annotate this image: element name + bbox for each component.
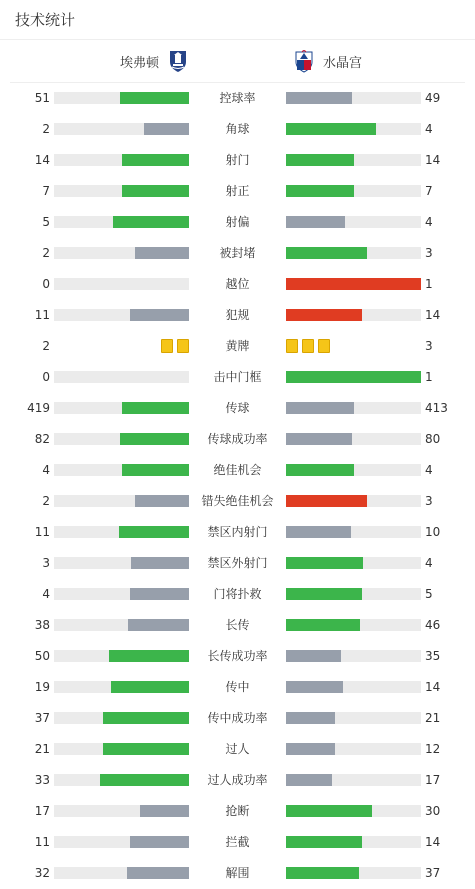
away-bar-track — [286, 433, 421, 445]
home-bar-track — [54, 185, 189, 197]
home-bar-fill — [122, 402, 190, 414]
home-bar-track — [54, 557, 189, 569]
home-bar-fill — [103, 712, 189, 724]
away-value: 12 — [425, 742, 441, 756]
home-bar-track — [54, 495, 189, 507]
stat-label: 拦截 — [225, 835, 250, 849]
home-value: 33 — [34, 773, 50, 787]
home-value: 51 — [34, 91, 50, 105]
stat-row — [0, 455, 475, 486]
away-value: 4 — [425, 463, 433, 477]
away-bar-fill — [286, 371, 421, 383]
away-value: 3 — [425, 339, 433, 353]
stat-row — [0, 858, 475, 889]
away-value: 17 — [425, 773, 441, 787]
away-bar-fill — [286, 402, 354, 414]
away-bar-track — [286, 712, 421, 724]
stat-row — [0, 269, 475, 300]
home-value: 82 — [34, 432, 50, 446]
home-value: 14 — [34, 153, 50, 167]
home-bar-track — [54, 402, 189, 414]
stat-row — [0, 145, 475, 176]
home-value: 5 — [42, 215, 50, 229]
home-value: 419 — [27, 401, 50, 415]
stat-row — [0, 424, 475, 455]
stat-row — [0, 207, 475, 238]
yellow-card-icon — [286, 339, 298, 353]
home-bar-track — [54, 309, 189, 321]
away-bar-fill — [286, 154, 354, 166]
away-bar-track — [286, 402, 421, 414]
home-value: 4 — [42, 587, 50, 601]
away-bar-fill — [286, 588, 362, 600]
home-value: 2 — [42, 494, 50, 508]
home-bar-fill — [120, 433, 189, 445]
home-bar-fill — [100, 774, 189, 786]
away-bar-track — [286, 278, 421, 290]
stat-label: 黄牌 — [225, 339, 250, 353]
home-bar-fill — [122, 185, 190, 197]
home-bar-track — [54, 805, 189, 817]
home-value: 11 — [34, 525, 50, 539]
away-team-name: 水晶宫 — [323, 55, 363, 71]
home-bar-fill — [130, 836, 189, 848]
stats-header — [0, 0, 475, 40]
home-bar-track — [54, 154, 189, 166]
away-value: 7 — [425, 184, 433, 198]
home-team[interactable] — [120, 40, 190, 82]
home-bar-track — [54, 836, 189, 848]
stat-row — [0, 486, 475, 517]
away-bar-fill — [286, 92, 352, 104]
home-value: 32 — [34, 866, 50, 880]
home-value: 50 — [34, 649, 50, 663]
stat-row — [0, 641, 475, 672]
home-value: 2 — [42, 246, 50, 260]
stat-label: 传中 — [225, 680, 250, 694]
home-yellow-cards — [161, 339, 189, 353]
away-bar-fill — [286, 805, 372, 817]
yellow-card-icon — [177, 339, 189, 353]
stat-label: 被封堵 — [219, 246, 256, 260]
stat-row — [0, 238, 475, 269]
away-bar-fill — [286, 309, 362, 321]
away-value: 4 — [425, 122, 433, 136]
away-bar-fill — [286, 464, 354, 476]
home-value: 17 — [34, 804, 50, 818]
stats-list — [0, 83, 475, 889]
away-value: 413 — [425, 401, 448, 415]
away-bar-fill — [286, 216, 345, 228]
stat-label: 抢断 — [225, 804, 250, 818]
away-bar-track — [286, 309, 421, 321]
away-team[interactable] — [292, 40, 362, 82]
home-value: 3 — [42, 556, 50, 570]
crystal-palace-crest-icon — [292, 49, 316, 73]
home-value: 2 — [42, 339, 50, 353]
away-bar-track — [286, 836, 421, 848]
stat-row — [0, 765, 475, 796]
away-bar-fill — [286, 278, 421, 290]
away-bar-track — [286, 557, 421, 569]
away-bar-track — [286, 464, 421, 476]
away-bar-fill — [286, 123, 376, 135]
home-bar-fill — [120, 92, 189, 104]
away-bar-fill — [286, 526, 351, 538]
stat-label: 击中门框 — [213, 370, 262, 384]
home-bar-fill — [127, 867, 189, 879]
home-bar-track — [54, 867, 189, 879]
away-value: 30 — [425, 804, 441, 818]
stat-label: 绝佳机会 — [213, 463, 262, 477]
home-bar-track — [54, 712, 189, 724]
home-bar-fill — [103, 743, 189, 755]
stat-label: 传球成功率 — [207, 432, 268, 446]
home-bar-fill — [109, 650, 189, 662]
away-bar-fill — [286, 867, 359, 879]
home-bar-fill — [119, 526, 189, 538]
away-bar-fill — [286, 743, 335, 755]
home-bar-track — [54, 681, 189, 693]
home-bar-track — [54, 774, 189, 786]
away-bar-track — [286, 123, 421, 135]
home-team-name: 埃弗顿 — [119, 55, 159, 71]
away-value: 14 — [425, 308, 441, 322]
stat-label: 过人 — [225, 742, 250, 756]
stat-label: 过人成功率 — [207, 773, 268, 787]
home-value: 37 — [34, 711, 50, 725]
away-bar-fill — [286, 185, 354, 197]
away-bar-track — [286, 743, 421, 755]
stat-label: 错失绝佳机会 — [201, 494, 274, 508]
away-value: 3 — [425, 246, 433, 260]
stat-label: 控球率 — [219, 91, 256, 105]
away-bar-track — [286, 495, 421, 507]
home-bar-track — [54, 247, 189, 259]
stat-row — [0, 796, 475, 827]
home-bar-fill — [122, 464, 190, 476]
home-bar-fill — [140, 805, 189, 817]
away-value: 1 — [425, 370, 433, 384]
yellow-card-icon — [318, 339, 330, 353]
away-bar-track — [286, 216, 421, 228]
away-value: 37 — [425, 866, 441, 880]
stat-row — [0, 672, 475, 703]
away-bar-track — [286, 588, 421, 600]
away-bar-fill — [286, 247, 367, 259]
home-bar-fill — [135, 495, 189, 507]
home-bar-track — [54, 92, 189, 104]
away-bar-fill — [286, 619, 360, 631]
stat-label: 禁区外射门 — [207, 556, 268, 570]
home-bar-track — [54, 526, 189, 538]
away-value: 14 — [425, 153, 441, 167]
away-bar-fill — [286, 495, 367, 507]
home-value: 2 — [42, 122, 50, 136]
home-value: 7 — [42, 184, 50, 198]
page-title: 技术统计 — [15, 11, 76, 29]
away-value: 14 — [425, 835, 441, 849]
stat-label: 长传 — [225, 618, 250, 632]
stat-row — [0, 517, 475, 548]
home-bar-track — [54, 433, 189, 445]
away-bar-track — [286, 371, 421, 383]
home-bar-fill — [130, 309, 189, 321]
stat-label: 角球 — [225, 122, 250, 136]
home-bar-track — [54, 619, 189, 631]
away-value: 1 — [425, 277, 433, 291]
away-bar-track — [286, 681, 421, 693]
away-bar-track — [286, 774, 421, 786]
away-bar-fill — [286, 774, 332, 786]
stat-label: 射门 — [225, 153, 250, 167]
home-bar-track — [54, 371, 189, 383]
home-bar-fill — [128, 619, 189, 631]
away-value: 14 — [425, 680, 441, 694]
away-value: 21 — [425, 711, 441, 725]
yellow-card-icon — [302, 339, 314, 353]
teams-header — [10, 40, 465, 83]
home-bar-fill — [122, 154, 190, 166]
away-bar-fill — [286, 650, 341, 662]
stat-row — [0, 176, 475, 207]
home-value: 19 — [34, 680, 50, 694]
stat-row — [0, 827, 475, 858]
home-bar-track — [54, 743, 189, 755]
away-bar-fill — [286, 433, 352, 445]
away-value: 4 — [425, 556, 433, 570]
home-bar-track — [54, 464, 189, 476]
away-yellow-cards — [286, 339, 330, 353]
away-value: 4 — [425, 215, 433, 229]
stat-label: 犯规 — [225, 308, 250, 322]
away-bar-fill — [286, 712, 335, 724]
everton-crest-icon — [166, 49, 190, 73]
stat-row — [0, 114, 475, 145]
home-bar-fill — [113, 216, 189, 228]
away-bar-fill — [286, 557, 363, 569]
stat-row — [0, 331, 475, 362]
stat-label: 传中成功率 — [207, 711, 268, 725]
stat-label: 门将扑救 — [213, 587, 262, 601]
stat-row — [0, 393, 475, 424]
home-value: 38 — [34, 618, 50, 632]
home-bar-track — [54, 123, 189, 135]
stat-row — [0, 300, 475, 331]
away-value: 3 — [425, 494, 433, 508]
away-value: 35 — [425, 649, 441, 663]
home-bar-fill — [144, 123, 189, 135]
home-value: 11 — [34, 835, 50, 849]
away-bar-track — [286, 154, 421, 166]
stat-label: 长传成功率 — [207, 649, 268, 663]
away-value: 10 — [425, 525, 441, 539]
stat-label: 越位 — [225, 277, 250, 291]
away-value: 46 — [425, 618, 441, 632]
away-value: 49 — [425, 91, 441, 105]
stat-row — [0, 548, 475, 579]
home-bar-fill — [135, 247, 189, 259]
away-bar-track — [286, 619, 421, 631]
away-bar-track — [286, 92, 421, 104]
yellow-card-icon — [161, 339, 173, 353]
home-bar-fill — [130, 588, 189, 600]
stat-label: 射偏 — [225, 215, 250, 229]
away-value: 5 — [425, 587, 433, 601]
away-bar-track — [286, 185, 421, 197]
away-bar-track — [286, 526, 421, 538]
home-value: 21 — [34, 742, 50, 756]
stat-row — [0, 610, 475, 641]
away-value: 80 — [425, 432, 441, 446]
home-value: 0 — [42, 370, 50, 384]
away-bar-track — [286, 650, 421, 662]
away-bar-fill — [286, 836, 362, 848]
home-bar-track — [54, 216, 189, 228]
stat-row — [0, 579, 475, 610]
home-bar-track — [54, 650, 189, 662]
home-value: 11 — [34, 308, 50, 322]
stat-row — [0, 83, 475, 114]
stat-row — [0, 734, 475, 765]
stat-label: 传球 — [225, 401, 250, 415]
home-value: 0 — [42, 277, 50, 291]
home-value: 4 — [42, 463, 50, 477]
stat-row — [0, 362, 475, 393]
home-bar-track — [54, 278, 189, 290]
stat-row — [0, 703, 475, 734]
away-bar-track — [286, 805, 421, 817]
away-bar-fill — [286, 681, 343, 693]
stat-label: 禁区内射门 — [207, 525, 268, 539]
home-bar-track — [54, 588, 189, 600]
stat-label: 射正 — [225, 184, 250, 198]
home-bar-fill — [111, 681, 189, 693]
stat-label: 解围 — [225, 866, 250, 880]
home-bar-fill — [131, 557, 189, 569]
away-bar-track — [286, 247, 421, 259]
away-bar-track — [286, 867, 421, 879]
